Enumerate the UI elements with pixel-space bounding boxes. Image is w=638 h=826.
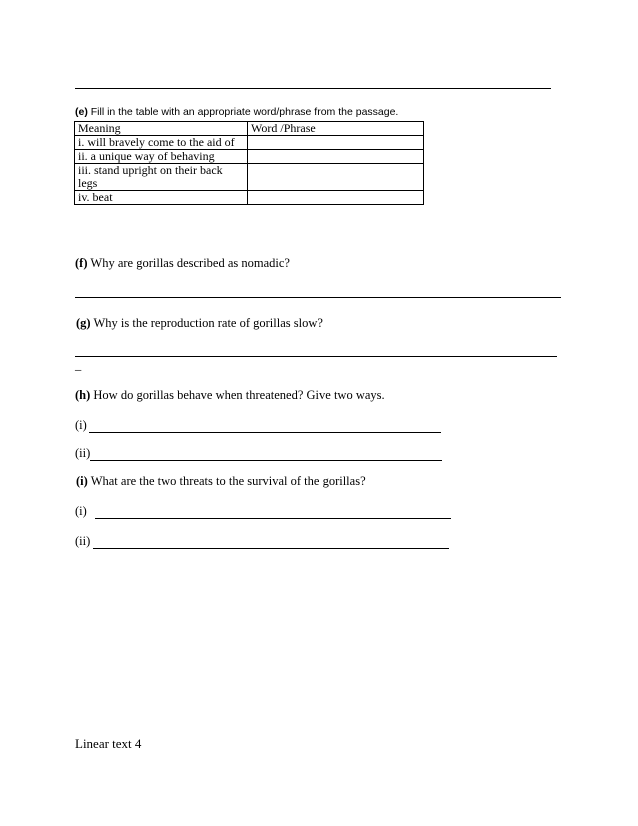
question-f-number: (f) — [75, 256, 88, 270]
table-cell-answer[interactable] — [248, 191, 424, 205]
answer-i-ii-label: (ii) — [75, 534, 91, 548]
table-cell-answer[interactable] — [248, 164, 424, 191]
question-e — [75, 106, 398, 118]
question-g — [76, 316, 323, 331]
question-h-text: How do gorillas behave when threatened? Give two ways. — [90, 388, 385, 402]
answer-h-i — [75, 418, 441, 433]
table-cell-meaning: iii. stand upright on their back legs — [75, 164, 248, 191]
question-f — [75, 256, 290, 271]
question-e-text: Fill in the table with an appropriate word/phrase from the passage. — [87, 106, 399, 118]
answer-i-i-label: (i) — [75, 504, 87, 518]
question-i-text: What are the two threats to the survival of the gorillas? — [87, 474, 366, 488]
fill-in-table — [74, 121, 424, 205]
table-header-meaning: Meaning — [75, 122, 248, 136]
table-cell-meaning: ii. a unique way of behaving — [75, 150, 248, 164]
table-cell-meaning: iv. beat — [75, 191, 248, 205]
question-f-text: Why are gorillas described as nomadic? — [87, 256, 290, 270]
table-row — [75, 150, 424, 164]
answer-h-ii — [75, 446, 442, 461]
question-e-number: (e) — [75, 106, 88, 118]
answer-i-i — [75, 504, 451, 519]
table-header-row — [75, 122, 424, 136]
answer-h-i-line[interactable] — [89, 420, 441, 433]
question-h — [75, 388, 385, 403]
answer-i-ii-line[interactable] — [93, 536, 449, 549]
answer-i-i-line[interactable] — [95, 506, 451, 519]
answer-line-top — [75, 88, 551, 89]
stray-underscore: _ — [75, 358, 82, 372]
table-header-word-phrase: Word /Phrase — [248, 122, 424, 136]
table-row — [75, 164, 424, 191]
question-i-number: (i) — [76, 474, 88, 488]
question-h-number: (h) — [75, 388, 91, 402]
answer-h-i-label: (i) — [75, 418, 87, 432]
page-footer: Linear text 4 — [75, 736, 142, 751]
table-row — [75, 191, 424, 205]
table-cell-answer[interactable] — [248, 136, 424, 150]
answer-line-f[interactable] — [75, 297, 561, 298]
question-i — [76, 474, 366, 489]
answer-line-g[interactable] — [75, 356, 557, 357]
answer-h-ii-label: (ii) — [75, 446, 91, 460]
table-cell-meaning: i. will bravely come to the aid of — [75, 136, 248, 150]
answer-i-ii — [75, 534, 449, 549]
answer-h-ii-line[interactable] — [90, 448, 442, 461]
table-row — [75, 136, 424, 150]
question-g-text: Why is the reproduction rate of gorillas slow? — [90, 316, 323, 330]
table-cell-answer[interactable] — [248, 150, 424, 164]
question-g-number: (g) — [76, 316, 91, 330]
